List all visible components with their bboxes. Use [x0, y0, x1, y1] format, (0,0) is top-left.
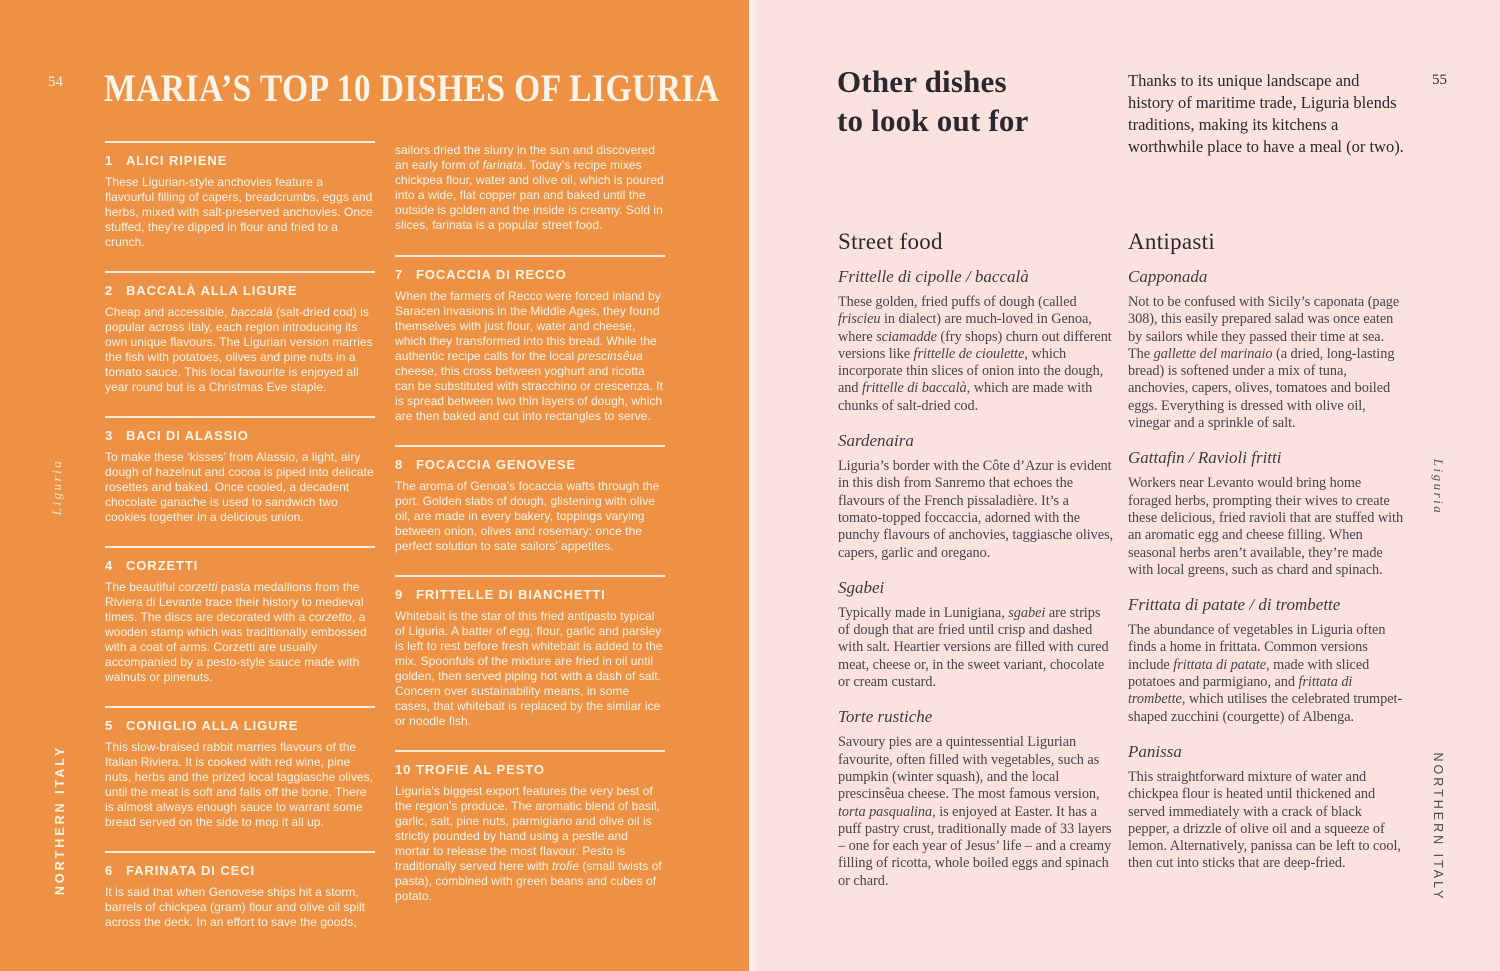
- entry-title: Sardenaira: [838, 431, 914, 451]
- dish-name: FOCACCIA DI RECCO: [416, 267, 567, 282]
- page-number: 55: [1432, 72, 1447, 88]
- dish-body: Liguria’s biggest export features the very best of the region’s produce. The aromatic blend of basil, garlic, salt, pine nuts, parmigiano and olive oil is strictly pounded by hand using a pestle and mortar to release the most flavour. Pesto is traditionally served here with trofie (small twists of pasta), combined with green beans and cubes of potato.: [395, 784, 662, 903]
- dish-number: 5: [105, 718, 114, 733]
- dishes-column-1: [105, 141, 375, 951]
- dish-name: FOCACCIA GENOVESE: [416, 457, 577, 472]
- dish-number: 7: [395, 267, 404, 282]
- entry: [1128, 266, 1405, 432]
- dish-name: BACI DI ALASSIO: [126, 428, 249, 443]
- dish-body: To make these ‘kisses’ from Alassio, a light, airy dough of hazelnut and cocoa is piped into delicate rosettes and baked. Once cooled, a decadent chocolate ganache is used to sandwich two cookies together in a delicious union.: [105, 450, 374, 524]
- continuation-text: sailors dried the slurry in the sun and discovered an early form of farinata. Today’s recipe mixes chickpea flour, water and olive oil, which is poured into a wide, flat copper pan and baked until the outside is golden and the inside is creamy. Sold in slices, farinata is a popular street food.: [395, 143, 664, 232]
- dish-name: CORZETTI: [126, 558, 199, 573]
- dish-item: [395, 750, 665, 904]
- entry: [838, 266, 1115, 415]
- dish-heading: [395, 267, 665, 283]
- dish-name: ALICI RIPIENE: [126, 153, 228, 168]
- intro-text: Thanks to its unique landscape and history of maritime trade, Liguria blends traditions, making its kitchens a worthwhile place to have a meal (or two).: [1128, 71, 1404, 156]
- entry-body: Workers near Levanto would bring home foraged herbs, prompting their wives to create these delicious, fried ravioli that are stuffed with an aromatic egg and cheese filling. When seasonal herbs aren’t available, they’re made with local greens, such as chard and spinach.: [1128, 475, 1404, 578]
- entry: [838, 430, 1115, 562]
- dish-name: FARINATA DI CECI: [126, 863, 255, 878]
- region-label: Liguria: [1431, 458, 1446, 516]
- entry-title: Frittelle di cipolle / baccalà: [838, 267, 1029, 286]
- dish-number: 4: [105, 558, 114, 573]
- entry-title: Torte rustiche: [838, 707, 933, 727]
- dish-item: [105, 706, 375, 830]
- dish-number: 9: [395, 587, 404, 602]
- dish-heading: [395, 762, 665, 778]
- section-heading: Street food: [838, 229, 943, 254]
- entry-body: The abundance of vegetables in Liguria often finds a home in frittata. Common versions include frittata di patate, made with sliced potatoes and parmigiano, and frittata di trombette, which utilises the celebrated trumpet-shaped zucchini (courgette) of Albenga.: [1128, 622, 1403, 725]
- dish-item: [105, 416, 375, 525]
- dish-heading: [105, 718, 375, 734]
- entry-body: Liguria’s border with the Côte d’Azur is evident in this dish from Sanremo that echoes the flavours of the French pissaladière. It’s a tomato-topped foccaccia, adorned with the punchy flavours of anchovies, taggiasche olives, capers, garlic and oregano.: [838, 458, 1114, 561]
- dish-heading: [105, 558, 375, 574]
- entry: [838, 577, 1115, 691]
- dish-name: TROFIE AL PESTO: [416, 762, 545, 777]
- entry-title: Capponada: [1128, 267, 1208, 286]
- dish-body: When the farmers of Recco were forced inland by Saracen invasions in the Middle Ages, they found themselves with just flour, water and cheese, which they transformed into this bread. While the authentic recipe calls for the local prescinsêua cheese, this cross between yoghurt and ricotta can be substituted with stracchino or crescenza. It is spread between two thin layers of dough, which are then baked and cut into rectangles to serve.: [395, 289, 664, 423]
- street-food-column: [838, 228, 1115, 890]
- entry: [1128, 594, 1405, 726]
- dish-body: These Ligurian-style anchovies feature a flavourful filling of capers, breadcrumbs, eggs and herbs, mixed with salt-preserved anchovies. Once stuffed, they’re dipped in flour and fried to a crunch.: [105, 175, 373, 249]
- dish-item: [395, 575, 665, 729]
- entry-body: This straightforward mixture of water and chickpea flour is heated until thickened and served immediately with a crack of black pepper, a drizzle of olive oil and a squeeze of lemon. Alternatively, panissa can be left to cool, then cut into sticks that are deep-fried.: [1128, 768, 1401, 872]
- dish-item: [105, 546, 375, 685]
- entry: [838, 706, 1115, 890]
- dish-heading: [105, 428, 375, 444]
- dish-body: Cheap and accessible, baccalà (salt-dried cod) is popular across Italy, each region introducing its own unique flavours. The Ligurian version marries the fish with potatoes, olives and pine nuts in a tomato sauce. This local favourite is enjoyed all year round but is a Christmas Eve staple.: [105, 305, 373, 394]
- dish-name: FRITTELLE DI BIANCHETTI: [416, 587, 606, 602]
- dish-heading: [105, 283, 375, 299]
- dish-name: CONIGLIO ALLA LIGURE: [126, 718, 299, 733]
- section-label: NORTHERN ITALY: [1431, 752, 1445, 902]
- dish-number: 3: [105, 428, 114, 443]
- page-title-line-1: Other dishes: [837, 64, 1007, 99]
- dish-body: This slow-braised rabbit marries flavours of the Italian Riviera. It is cooked with red wine, pine nuts, herbs and the prized local taggiasche olives, until the meat is soft and falls off the bone. There is almost always enough sauce to warrant some bread served on the side to mop it all up.: [105, 740, 374, 829]
- dish-item: [395, 445, 665, 554]
- entry-title: Panissa: [1128, 741, 1182, 761]
- section-label: NORTHERN ITALY: [53, 744, 67, 896]
- entry-title: Gattafin / Ravioli fritti: [1128, 448, 1282, 468]
- dish-item: [105, 271, 375, 395]
- entry-body: These golden, fried puffs of dough (called friscieu in dialect) are much-loved in Genoa, where sciamadde (fry shops) churn out different versions like frittelle de cioulette, which incorporate thin slices of onion into the dough, and frittelle di baccalà, which are made with chunks of salt-dried cod.: [838, 294, 1112, 414]
- dish-heading: [105, 863, 375, 879]
- dish-body: The beautiful corzetti pasta medallions from the Riviera di Levante trace their history to medieval times. The discs are decorated with a corzetto, a wooden stamp which was traditionally embossed with a coat of arms. Corzetti are usually accompanied by a pesto-style sauce made with walnuts or pinenuts.: [105, 580, 367, 684]
- dish-item: [105, 141, 375, 250]
- entry-title: Sgabei: [838, 577, 885, 597]
- entry: [1128, 741, 1405, 873]
- entry-body: Not to be confused with Sicily’s caponata (page 308), this easily prepared salad was once eaten by sailors while they passed their time at sea. The gallette del marinaio (a dried, long-lasting bread) is softened under a mix of tuna, anchovies, capers, olives, tomatoes and boiled eggs. Everything is dressed with olive oil, vinegar and a sprinkle of salt.: [1128, 294, 1400, 432]
- dish-body: It is said that when Genovese ships hit a storm, barrels of chickpea (gram) flour and olive oil spilt across the deck. In an effort to save the goods,: [105, 885, 366, 929]
- dish-number: 6: [105, 863, 114, 878]
- entry: [1128, 447, 1405, 579]
- dish-heading: [395, 587, 665, 603]
- dish-number: 10: [395, 762, 412, 777]
- dishes-column-2: [395, 141, 665, 925]
- dish-heading: [395, 457, 665, 473]
- page-title: MARIA’S TOP 10 DISHES OF LIGURIA: [104, 67, 720, 110]
- dish-number: 1: [105, 153, 114, 168]
- entry-body: Typically made in Lunigiana, sgabei are strips of dough that are fried until crisp and dashed with salt. Heartier versions are filled with cured meat, cheese or, in the sweet variant, chocolate or cream custard.: [838, 604, 1109, 691]
- dish-heading: [105, 153, 375, 169]
- page-title-line-2: to look out for: [837, 103, 1029, 138]
- dish-item: [395, 255, 665, 424]
- page-title: [837, 62, 1029, 140]
- entry-body: Savoury pies are a quintessential Ligurian favourite, often filled with vegetables, such as pumpkin (winter squash), and the local prescinsêua cheese. The most famous version, torta pasqualina, is enjoyed at Easter. It has a puff pastry crust, traditionally made of 33 layers – one for each year of Jesus’ life – and a creamy filling of ricotta, whole boiled eggs and spinach or chard.: [838, 734, 1112, 889]
- section-heading: Antipasti: [1128, 229, 1216, 254]
- dish-number: 2: [105, 283, 114, 298]
- left-page: [0, 0, 749, 971]
- dish-number: 8: [395, 457, 404, 472]
- dish-name: BACCALÀ ALLA LIGURE: [126, 283, 298, 298]
- right-page: [749, 0, 1500, 971]
- page-number: 54: [48, 74, 63, 90]
- antipasti-column: [1128, 228, 1405, 873]
- dish-body: Whitebait is the star of this fried antipasto typical of Liguria. A batter of egg, flour, garlic and parsley is left to rest before fresh whitebait is added to the mix. Spoonfuls of the mixture are fried in oil until golden, then served piping hot with a dash of salt. Concern over sustainability means, in some cases, that whitebait is replaced by the similar ice or noodle fish.: [395, 609, 663, 728]
- region-label: Liguria: [49, 458, 64, 516]
- dish-item: [105, 851, 375, 930]
- entry-title: Frittata di patate / di trombette: [1128, 595, 1341, 615]
- dish-body: The aroma of Genoa’s focaccia wafts through the port. Golden slabs of dough, glistening with olive oil, are made in every bakery, toppings varying between onion, olives and rosemary: once the perfect solution to sate sailors’ appetites.: [395, 479, 660, 553]
